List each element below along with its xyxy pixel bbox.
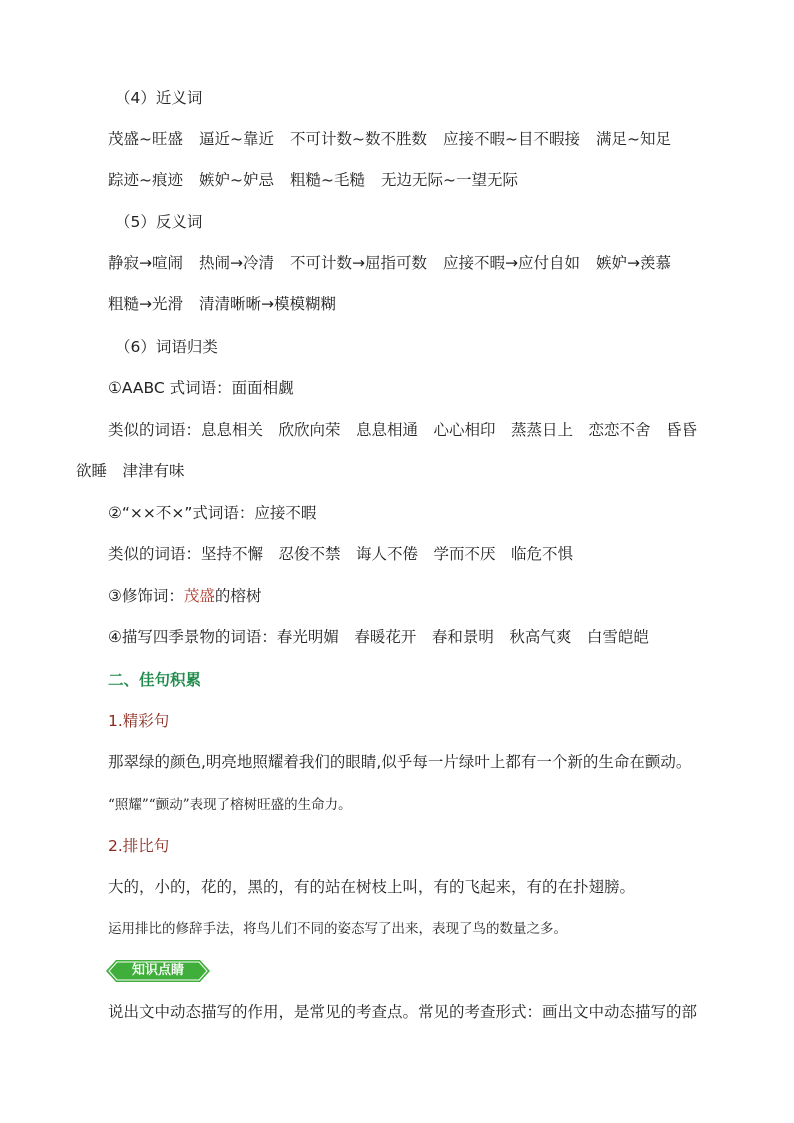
classify-heading: （6）词语归类: [115, 338, 218, 356]
modifier-highlight: 茂盛: [183, 587, 215, 605]
word-pair: 不可计数→屈指可数: [290, 254, 427, 272]
badge-label: 知识点睛: [131, 963, 184, 978]
sentence-2-text: 大的，小的，花的，黑的，有的站在树枝上叫，有的飞起来，有的在扑翅膀。: [108, 878, 636, 896]
antonyms-heading: （5）反义词: [115, 213, 203, 231]
word-pair: 清清晰晰→模模糊糊: [199, 295, 336, 313]
word-pair: 粗糙~毛糙: [290, 171, 365, 189]
similar-words-1: 类似的词语：息息相关 欣欣向荣 息息相通 心心相印 蒸蒸日上 恋恋不舍 昏昏: [108, 421, 698, 439]
word-pair: 应接不暇→应付自如: [443, 254, 580, 272]
sentence-1-note: “照耀”“颤动”表现了榕树旺盛的生命力。: [108, 797, 352, 813]
seasons-line: ④描写四季景物的词语：春光明媚 春暖花开 春和景明 秋高气爽 白雪皑皑: [108, 628, 649, 646]
word-pair: 无边无际~一望无际: [381, 171, 518, 189]
xxbx-label: ②“××不×”式词语：应接不暇: [108, 504, 317, 522]
modifier-prefix: ③修饰词：: [108, 587, 184, 605]
section-title: 二、佳句积累: [108, 671, 202, 689]
word-pair: 应接不暇~目不暇接: [443, 130, 580, 148]
word-pair: 嫉妒→羡慕: [596, 254, 671, 272]
similar-words-2: 类似的词语：坚持不懈 忍俊不禁 诲人不倦 学而不厌 临危不惧: [108, 545, 574, 563]
word-pair: 踪迹~痕迹: [108, 171, 183, 189]
synonyms-heading: （4）近义词: [115, 89, 203, 107]
synonyms-line-1: [108, 129, 671, 149]
knowledge-badge: [106, 960, 210, 982]
word-pair: 逼近~靠近: [199, 130, 274, 148]
subtitle-wonderful-sentence: 1.精彩句: [108, 712, 170, 730]
word-pair: 满足~知足: [596, 130, 671, 148]
word-pair: 茂盛~旺盛: [108, 130, 183, 148]
modifier-suffix: 的榕树: [214, 587, 262, 605]
word-pair: 粗糙→光滑: [108, 295, 183, 313]
subtitle-parallel-sentence: 2.排比句: [108, 837, 170, 855]
antonyms-line-2: [108, 294, 336, 314]
word-pair: 不可计数~数不胜数: [290, 130, 427, 148]
antonyms-line-1: [108, 253, 671, 273]
aabc-label: ①AABC 式词语：面面相觑: [108, 379, 294, 397]
sentence-2-note: 运用排比的修辞手法，将鸟儿们不同的姿态写了出来，表现了鸟的数量之多。: [108, 921, 567, 937]
word-pair: 热闹→冷清: [199, 254, 274, 272]
word-pair: 嫉妒~妒忌: [199, 171, 274, 189]
similar-words-1-continued: 欲睡 津津有味: [76, 462, 185, 480]
knowledge-text: 说出文中动态描写的作用，是常见的考查点。常见的考查形式：画出文中动态描写的部: [108, 1003, 698, 1021]
modifier-line: [108, 586, 261, 606]
word-pair: 静寂→喧闹: [108, 254, 183, 272]
synonyms-line-2: [108, 170, 518, 190]
sentence-1-text: 那翠绿的颜色,明亮地照耀着我们的眼睛,似乎每一片绿叶上都有一个新的生命在颤动。: [108, 753, 692, 771]
